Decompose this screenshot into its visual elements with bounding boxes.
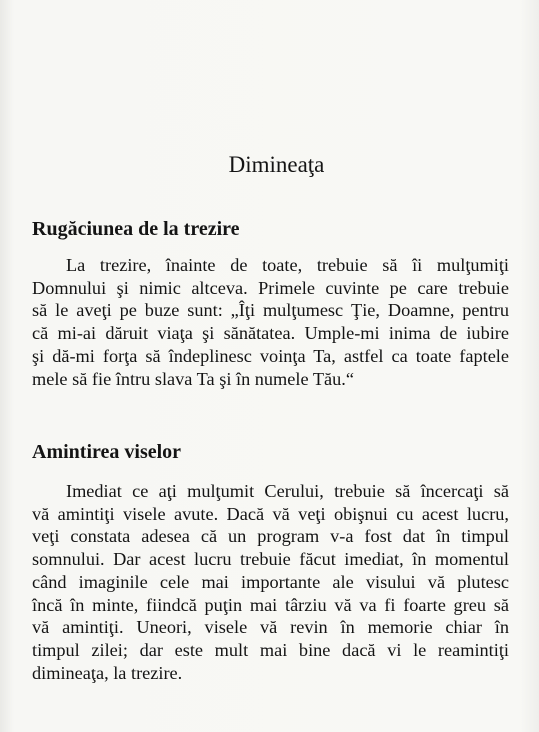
section-heading-dreams: Amintirea viselor (32, 441, 182, 463)
section-paragraph-dreams (32, 480, 509, 684)
paragraph-line: vă amintiţi visele avute. Dacă vă veţi obişnui cu acest lucru, (32, 503, 509, 524)
paragraph-line: timpul zilei; dar este mult mai bine dacă vi le reamintiţi (32, 639, 509, 660)
paragraph-line: Domnului şi nimic altceva. Primele cuvinte pe care trebuie (32, 277, 509, 298)
paragraph-line: La trezire, înainte de toate, trebuie să îi mulţumiţi (66, 255, 509, 275)
paragraph-line: şi dă-mi forţa să îndeplinesc voinţa Ta, astfel ca toate faptele (32, 345, 509, 366)
section-paragraph-prayer (32, 254, 509, 390)
paragraph-line: să le aveţi pe buze sunt: „Îţi mulţumesc Ţie, Doamne, pentru (32, 300, 509, 321)
paragraph-line: somnului. Dar acest lucru trebuie făcut imediat, în momentul (32, 549, 509, 570)
paragraph-line: veţi constata adesea că un program v-a fost dat în timpul (32, 526, 509, 547)
paragraph-line: încă în minte, fiindcă puţin mai târziu vă va fi foarte greu să (32, 594, 509, 615)
paragraph-line: Imediat ce aţi mulţumit Cerului, trebuie să încercaţi să (66, 481, 509, 501)
paragraph-line: mele să fie întru slava Ta şi în numele Tău.“ (32, 368, 354, 389)
paragraph-line: când imaginile cele mai importante ale visului vă plutesc (32, 571, 509, 592)
paragraph-line: vă amintiţi. Uneori, visele vă revin în memorie chiar în (32, 617, 509, 638)
page-title: Dimineaţa (228, 152, 325, 177)
paragraph-line: că mi-ai dăruit viaţa şi sănătatea. Umple-mi inima de iubire (32, 323, 509, 344)
paragraph-line: dimineaţa, la trezire. (32, 662, 183, 683)
section-heading-prayer: Rugăciunea de la trezire (32, 218, 240, 240)
